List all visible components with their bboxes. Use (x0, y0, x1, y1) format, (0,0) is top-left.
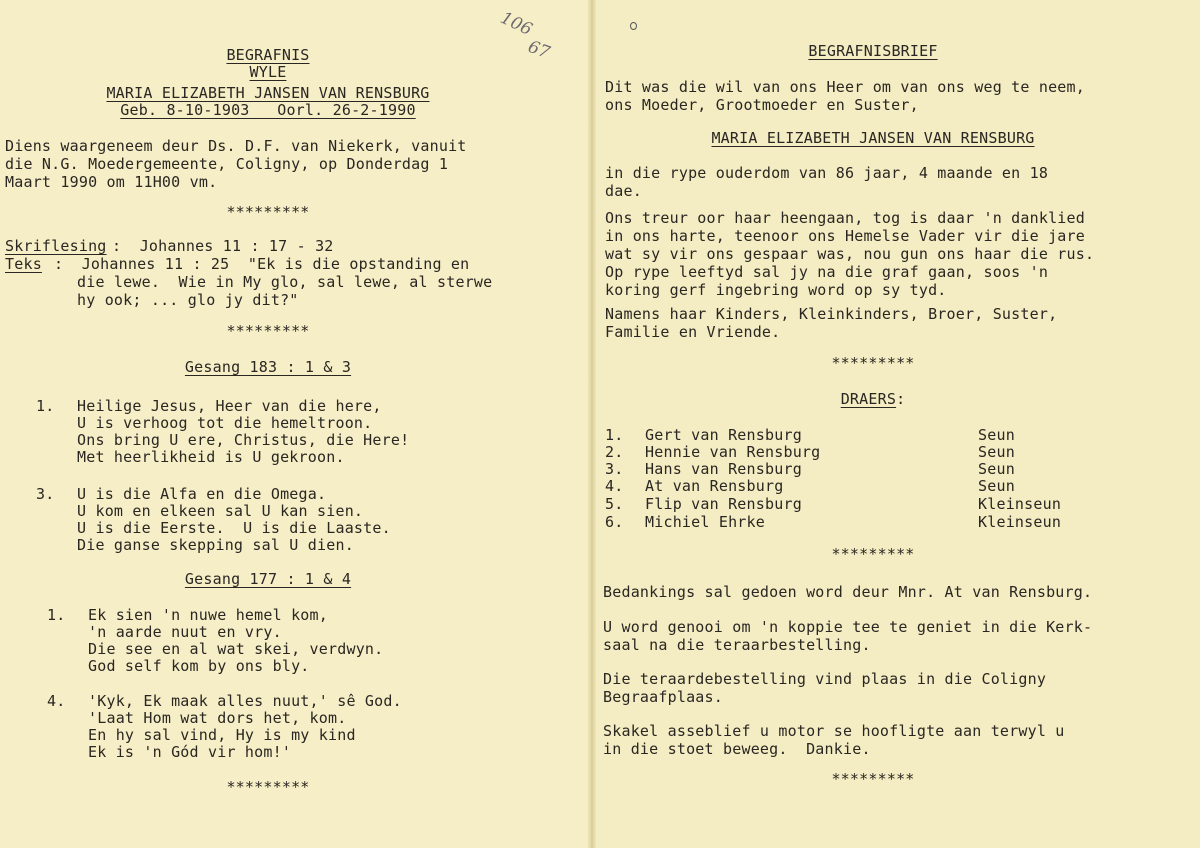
reading-label: Skriflesing (5, 237, 107, 255)
left-title-begrafnis: BEGRAFNIS (226, 46, 310, 64)
hymn-2-verse-4-number: 4. (47, 692, 66, 710)
thanks-line: Bedankings sal gedoen word deur Mnr. At van Rensburg. (603, 583, 1093, 601)
hymn-2-verse-1-line: Ek sien 'n nuwe hemel kom, (88, 606, 328, 624)
hymn-1-verse-3-line: Die ganse skepping sal U dien. (77, 536, 354, 554)
mourn-line-2: in ons harte, teenoor ons Hemelse Vader vir die jare (605, 227, 1085, 245)
bearer-name: Hans van Rensburg (645, 460, 802, 478)
right-stars-2: ********* (831, 545, 915, 563)
hymn-2-verse-4-line: 'Kyk, Ek maak alles nuut,' sê God. (88, 692, 402, 710)
bearer-number: 1. (605, 426, 624, 444)
hymn-1-verse-1-line: Ons bring U ere, Christus, die Here! (77, 431, 410, 449)
reading-value: : Johannes 11 : 17 - 32 (112, 237, 334, 255)
intro-line-2: ons Moeder, Grootmoeder en Suster, (605, 96, 919, 114)
hymn-2-verse-1-number: 1. (47, 606, 66, 624)
bearer-name: Gert van Rensburg (645, 426, 802, 444)
bearer-relation: Kleinseun (978, 513, 1062, 531)
page-fold (588, 0, 596, 848)
hymn-1-verse-3-line: U is die Eerste. U is die Laaste. (77, 519, 391, 537)
left-deceased-name: MARIA ELIZABETH JANSEN VAN RENSBURG (106, 84, 430, 102)
hymn-1-title: Gesang 183 : 1 & 3 (184, 358, 352, 376)
bearers-title (600, 390, 1146, 408)
bearers-title-text: DRAERS (840, 390, 897, 408)
right-stars-3: ********* (831, 770, 915, 788)
hymn-1-verse-1-line: U is verhoog tot die hemeltroon. (77, 414, 373, 432)
text-line-3: hy ook; ... glo jy dit?" (77, 291, 299, 309)
handwritten-number-bottom: 67 (525, 36, 553, 64)
left-title-wyle: WYLE (249, 63, 287, 81)
hymn-1-verse-1-number: 1. (36, 397, 55, 415)
handwritten-number-top: 106 (497, 8, 536, 40)
tea-line-1: U word genooi om 'n koppie tee te geniet in die Kerk- (603, 618, 1093, 636)
hymn-1-verse-3-line: U is die Alfa en die Omega. (77, 485, 327, 503)
hymn-2-title: Gesang 177 : 1 & 4 (184, 570, 352, 588)
service-line-2: die N.G. Moedergemeente, Coligny, op Donderdag 1 (5, 155, 449, 173)
hymn-1-verse-1-line: Met heerlikheid is U gekroon. (77, 448, 345, 466)
right-stars-1: ********* (831, 354, 915, 372)
bearer-number: 2. (605, 443, 624, 461)
bearer-relation: Seun (978, 460, 1015, 478)
bearer-relation: Seun (978, 443, 1015, 461)
bearer-name: Michiel Ehrke (645, 513, 765, 531)
burial-line-1: Die teraardebestelling vind plaas in die Coligny (603, 670, 1047, 688)
lights-line-2: in die stoet beweeg. Dankie. (603, 740, 871, 758)
family-line-2: Familie en Vriende. (605, 323, 781, 341)
hymn-2-verse-1-line: Die see en al wat skei, verdwyn. (88, 640, 384, 658)
small-circle-mark (630, 22, 637, 30)
service-line-1: Diens waargeneem deur Ds. D.F. van Niekerk, vanuit (5, 137, 467, 155)
hymn-1-verse-1-line: Heilige Jesus, Heer van die here, (77, 397, 382, 415)
right-title: BEGRAFNISBRIEF (808, 42, 938, 60)
left-stars-1: ********* (226, 203, 310, 221)
bearer-number: 3. (605, 460, 624, 478)
hymn-1-verse-3-line: U kom en elkeen sal U kan sien. (77, 502, 364, 520)
hymn-2-verse-4-line: En hy sal vind, Hy is my kind (88, 726, 356, 744)
right-page (593, 0, 1200, 848)
bearer-relation: Kleinseun (978, 495, 1062, 513)
bearer-name: Flip van Rensburg (645, 495, 802, 513)
hymn-2-verse-4-line: Ek is 'n Gód vir hom!' (88, 743, 292, 761)
service-line-3: Maart 1990 om 11H00 vm. (5, 173, 218, 191)
text-line-2: die lewe. Wie in My glo, sal lewe, al sterwe (77, 273, 493, 291)
hymn-2-verse-4-line: 'Laat Hom wat dors het, kom. (88, 709, 347, 727)
family-line-1: Namens haar Kinders, Kleinkinders, Broer, Suster, (605, 305, 1058, 323)
bearer-relation: Seun (978, 426, 1015, 444)
mourn-line-4: Op rype leeftyd sal jy na die graf gaan, soos 'n (605, 263, 1049, 281)
hymn-2-verse-1-line: God self kom by ons bly. (88, 657, 310, 675)
bearer-number: 4. (605, 477, 624, 495)
hymn-1-verse-3-number: 3. (36, 485, 55, 503)
bearer-number: 5. (605, 495, 624, 513)
bearers-title-colon: : (896, 390, 906, 408)
bearer-name: Hennie van Rensburg (645, 443, 821, 461)
left-stars-3: ********* (226, 778, 310, 796)
mourn-line-5: koring gerf ingebring word op sy tyd. (605, 281, 947, 299)
mourn-line-1: Ons treur oor haar heengaan, tog is daar 'n danklied (605, 209, 1085, 227)
text-line-1: : Johannes 11 : 25 "Ek is die opstanding en (54, 255, 470, 273)
age-line-1: in die rype ouderdom van 86 jaar, 4 maande en 18 (605, 164, 1049, 182)
bearer-name: At van Rensburg (645, 477, 784, 495)
hymn-2-verse-1-line: 'n aarde nuut en vry. (88, 623, 282, 641)
intro-line-1: Dit was die wil van ons Heer om van ons weg te neem, (605, 78, 1085, 96)
bearer-relation: Seun (978, 477, 1015, 495)
right-deceased-name: MARIA ELIZABETH JANSEN VAN RENSBURG (711, 129, 1035, 147)
left-dates: Geb. 8-10-1903 Oorl. 26-2-1990 (120, 101, 416, 119)
left-stars-2: ********* (226, 322, 310, 340)
text-label: Teks (5, 255, 42, 273)
bearer-number: 6. (605, 513, 624, 531)
mourn-line-3: wat sy vir ons gespaar was, nou gun ons haar die rus. (605, 245, 1095, 263)
burial-line-2: Begraafplaas. (603, 688, 723, 706)
age-line-2: dae. (605, 182, 642, 200)
lights-line-1: Skakel asseblief u motor se hoofligte aan terwyl u (603, 722, 1065, 740)
tea-line-2: saal na die teraarbestelling. (603, 636, 871, 654)
